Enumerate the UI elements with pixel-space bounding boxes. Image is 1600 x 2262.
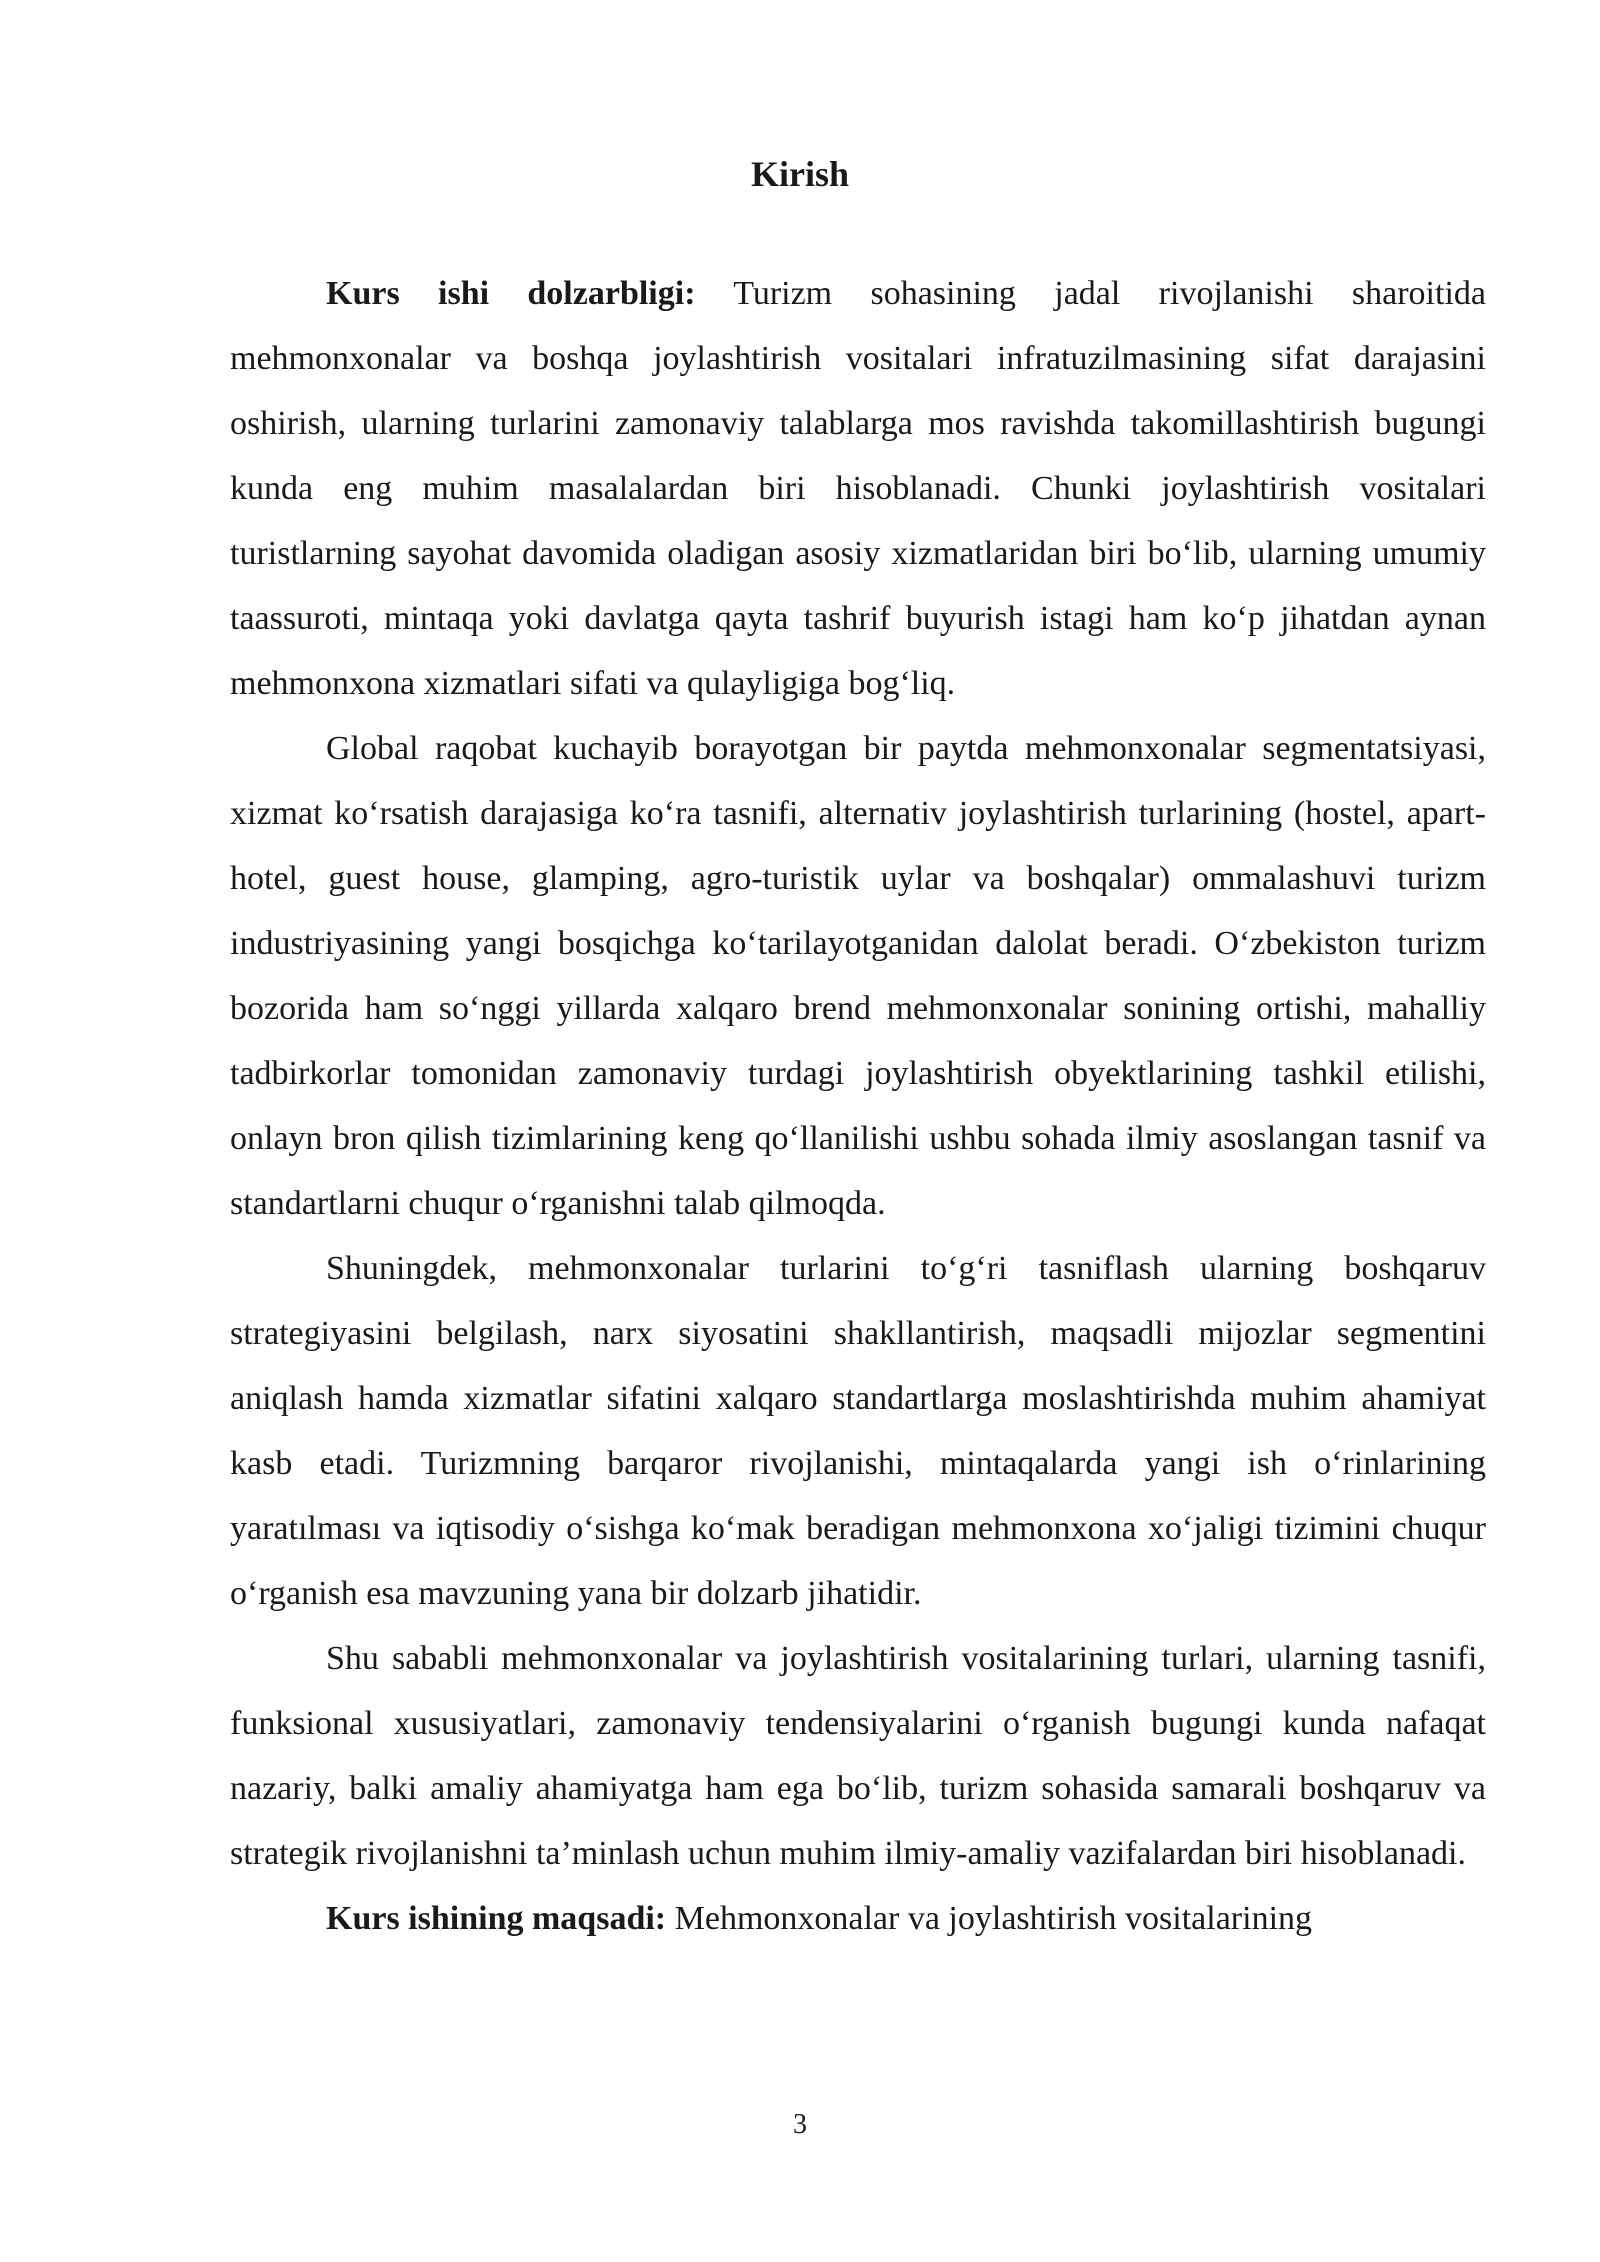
- paragraph-relevance: [230, 261, 1486, 716]
- global-competition-text: Global raqobat kuchayib borayotgan bir paytda mehmonxonalar segmentatsiyasi, xizmat ko‘rsatish darajasiga ko‘ra tasnifi, alternativ joylashtirish turlarining (hostel, apart-hotel, guest house, glamping, agro-turistik uylar va boshqalar) ommalashuvi turizm industriyasining yangi bosqichga ko‘tarilayotganidan dalolat beradi. O‘zbekiston turizm bozorida ham so‘nggi yillarda xalqaro brend mehmonxonalar sonining ortishi, mahalliy tadbirkorlar tomonidan zamonaviy turdagi joylashtirish obyektlarining tashkil etilishi, onlayn bron qilish tizimlarining keng qo‘llanilishi ushbu sohada ilmiy asoslangan tasnif va standartlarni chuqur o‘rganishni talab qilmoqda.: [230, 730, 1486, 1222]
- body-text: [230, 261, 1486, 1951]
- paragraph-global-competition: [230, 716, 1486, 1236]
- paragraph-goal: [230, 1886, 1486, 1951]
- page-number: 3: [793, 2109, 807, 2140]
- section-heading: Kirish: [750, 154, 849, 194]
- relevance-text: Turizm sohasining jadal rivojlanishi sharoitida mehmonxonalar va boshqa joylashtirish vositalari infratuzilmasining sifat darajasini oshirish, ularning turlarini zamonaviy talablarga mos ravishda takomillashtirish bugungi kunda eng muhim masalalardan biri hisoblanadi. Chunki joylashtirish vositalari turistlarning sayohat davomida oladigan asosiy xizmatlaridan biri bo‘lib, ularning umumiy taassuroti, mintaqa yoki davlatga qayta tashrif buyurish istagi ham ko‘p jihatdan aynan mehmonxona xizmatlari sifati va qulayligiga bog‘liq.: [230, 275, 1486, 702]
- goal-text: Mehmonxonalar va joylashtirish vositalarining: [666, 1900, 1313, 1937]
- paragraph-conclusion: [230, 1626, 1486, 1886]
- paragraph-classification: [230, 1236, 1486, 1626]
- classification-text: Shuningdek, mehmonxonalar turlarini to‘g‘ri tasniflash ularning boshqaruv strategiyasini belgilash, narx siyosatini shakllantirish, maqsadli mijozlar segmentini aniqlash hamda xizmatlar sifatini xalqaro standartlarga moslashtirishda muhim ahamiyat kasb etadi. Turizmning barqaror rivojlanishi, mintaqalarda yangi ish o‘rinlarining yaratılması va iqtisodiy o‘sishga ko‘mak beradigan mehmonxona xo‘jaligi tizimini chuqur o‘rganish esa mavzuning yana bir dolzarb jihatidir.: [230, 1250, 1486, 1612]
- conclusion-text: Shu sababli mehmonxonalar va joylashtirish vositalarining turlari, ularning tasnifi, funksional xususiyatlari, zamonaviy tendensiyalarini o‘rganish bugungi kunda nafaqat nazariy, balki amaliy ahamiyatga ham ega bo‘lib, turizm sohasida samarali boshqaruv va strategik rivojlanishni ta’minlash uchun muhim ilmiy-amaliy vazifalardan biri hisoblanadi.: [230, 1640, 1486, 1872]
- relevance-lead: Kurs ishi dolzarbligi:: [326, 275, 696, 312]
- goal-lead: Kurs ishining maqsadi:: [326, 1900, 667, 1937]
